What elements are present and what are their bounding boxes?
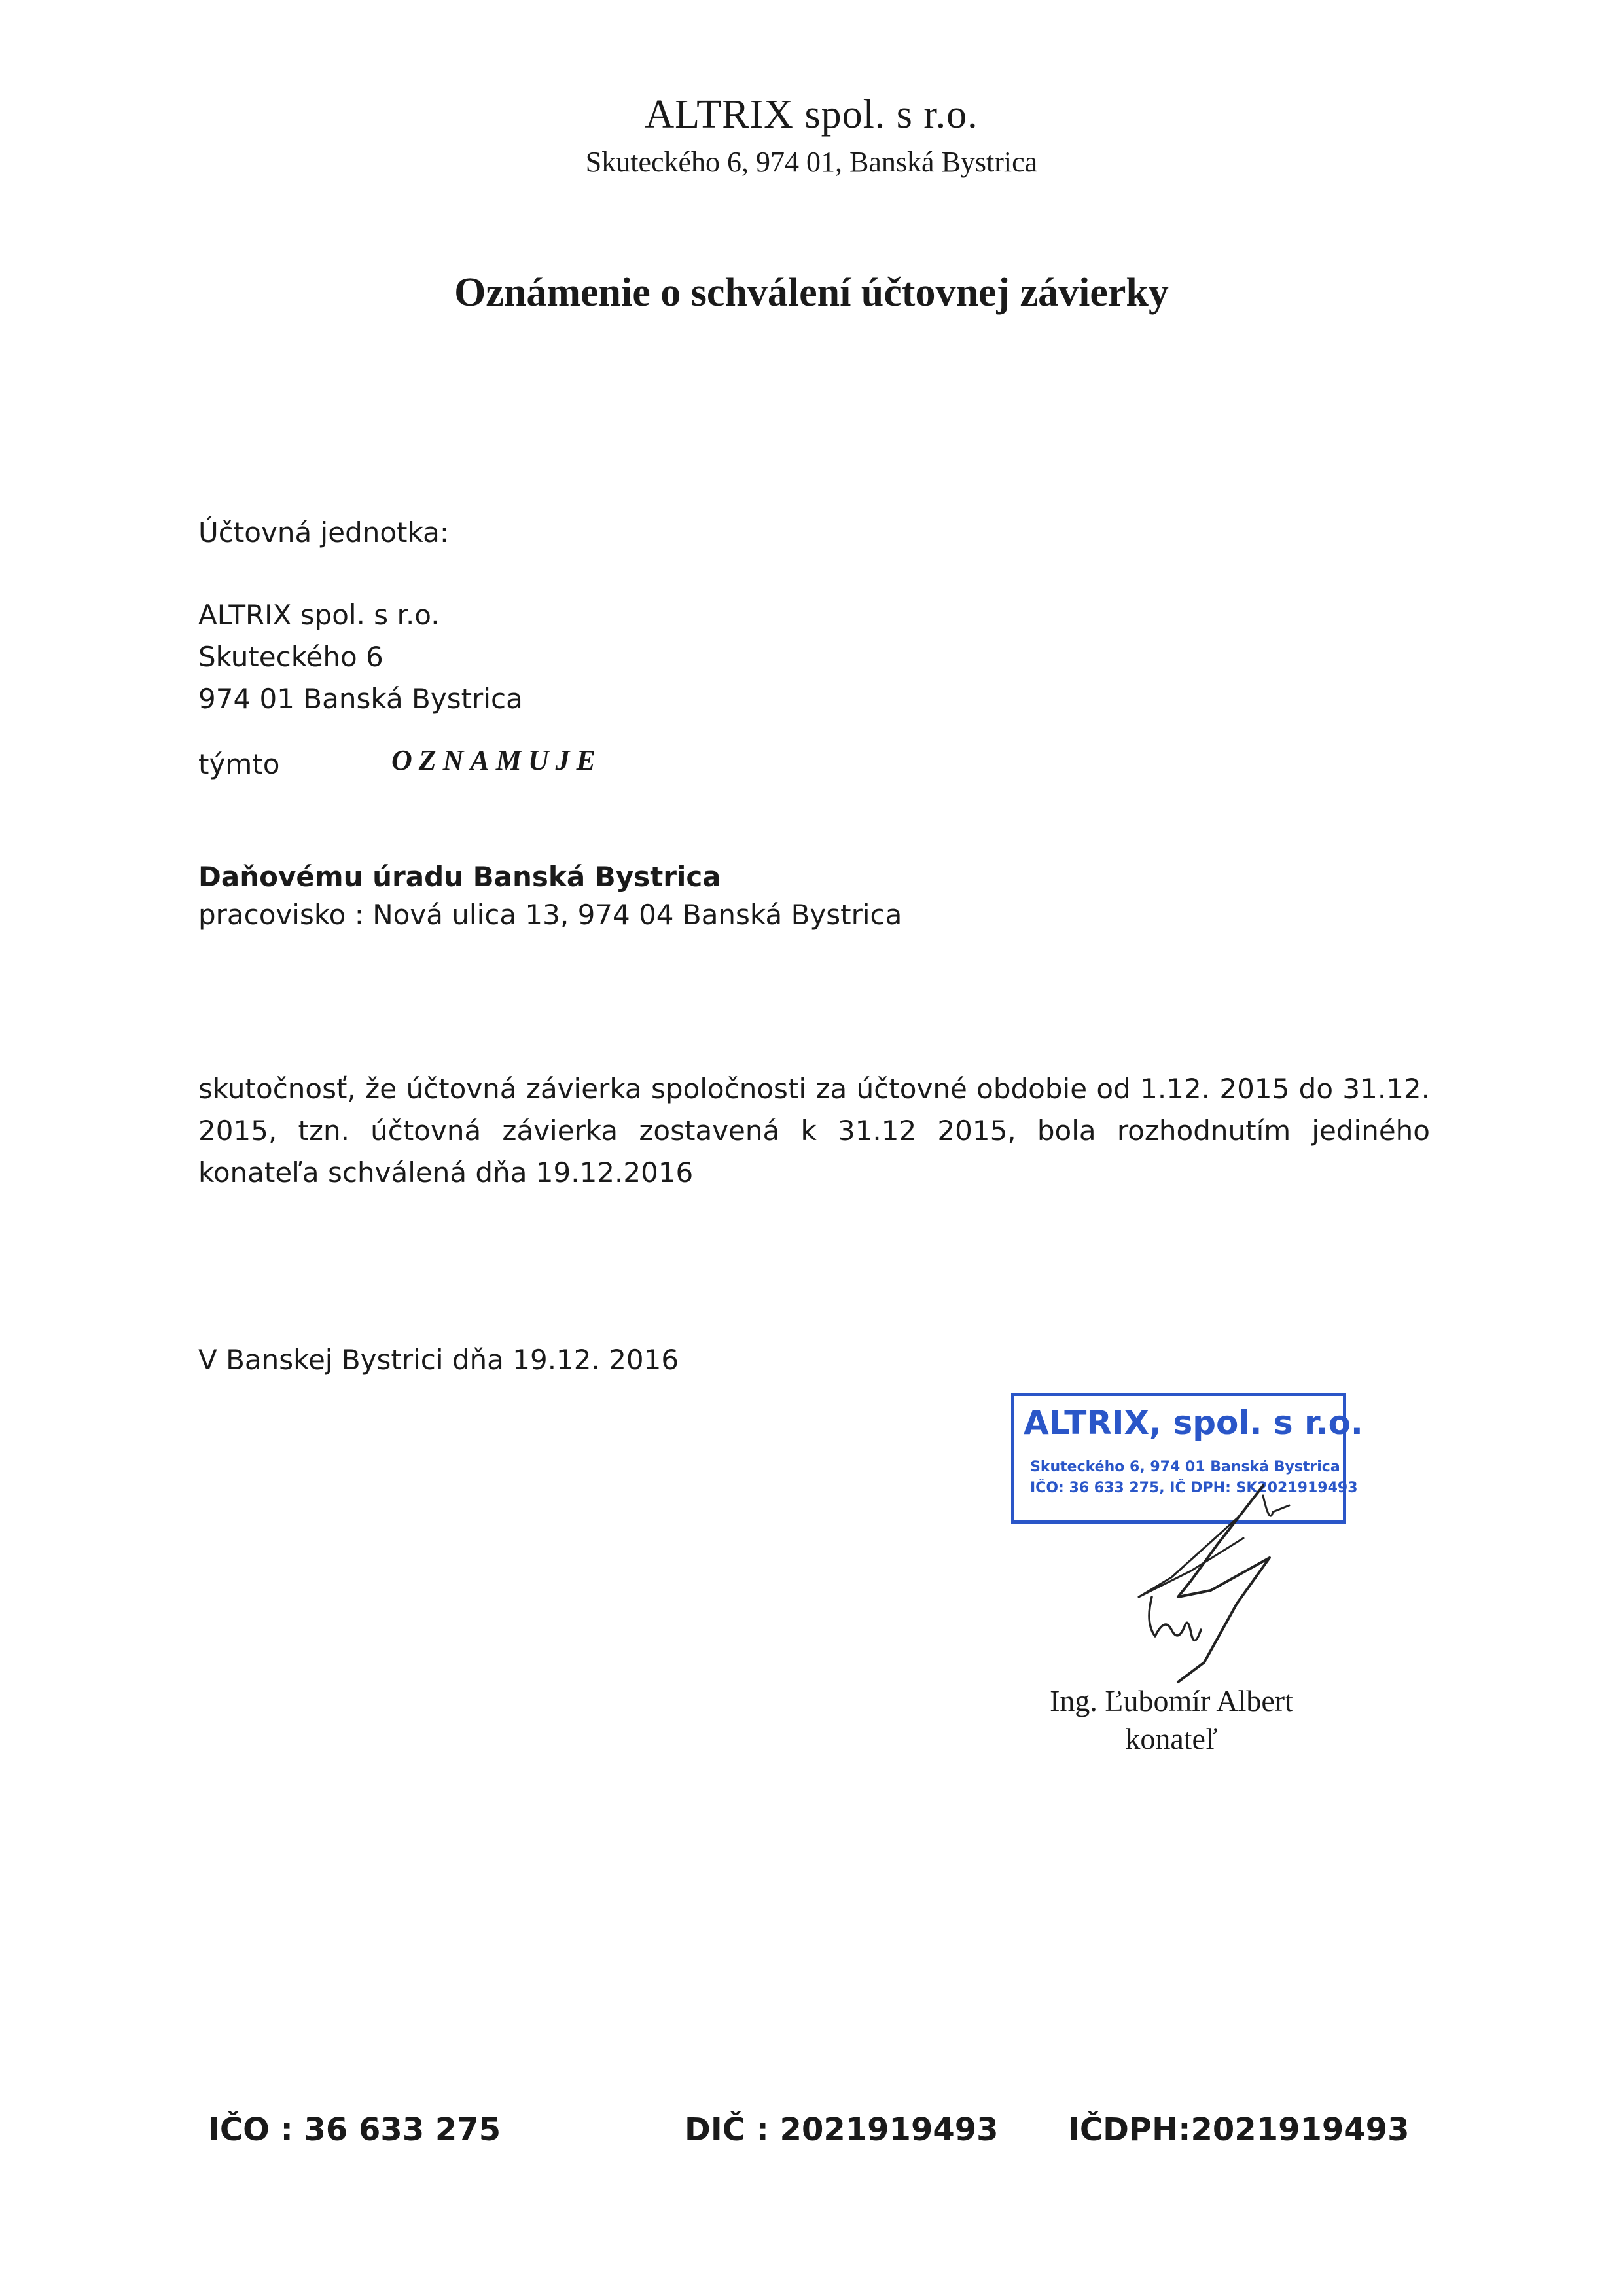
announcement-body: skutočnosť, že účtovná závierka spoločnosti za účtovné obdobie od 1.12. 2015 do 31.12. 2015, tzn. účtovná závierka zostavená k 31.12 2015, bola rozhodnutím jediného konateľa schválená dňa 19.12.2016 (198, 1073, 1430, 1189)
hereby-label: týmto (198, 748, 280, 780)
document-title: Oznámenie o schválení účtovnej závierky (454, 270, 1169, 315)
recipient-office: Daňovému úradu Banská Bystrica (198, 861, 721, 893)
stamp-title: ALTRIX, spol. s r.o. (1024, 1404, 1363, 1442)
footer-ico: IČO : 36 633 275 (208, 2111, 501, 2148)
accounting-unit-address (198, 594, 523, 720)
company-address: Skuteckého 6, 974 01, Banská Bystrica (585, 146, 1038, 178)
accounting-unit-city: 974 01 Banská Bystrica (198, 683, 523, 715)
footer-dic: DIČ : 2021919493 (685, 2111, 999, 2148)
signer-role: konateľ (1125, 1722, 1218, 1755)
signature-image (1073, 1466, 1335, 1689)
stamp-ids: IČO: 36 633 275, IČ DPH: SK2021919493 (1030, 1480, 1358, 1496)
accounting-unit-name: ALTRIX spol. s r.o. (198, 599, 440, 631)
accounting-unit-street: Skuteckého 6 (198, 641, 383, 673)
footer-icdph: IČDPH:2021919493 (1068, 2111, 1410, 2148)
place-date: V Banskej Bystrici dňa 19.12. 2016 (198, 1344, 679, 1376)
company-name: ALTRIX spol. s r.o. (645, 92, 978, 137)
signer-name: Ing. Ľubomír Albert (1050, 1684, 1293, 1717)
recipient-workplace: pracovisko : Nová ulica 13, 974 04 Banská Bystrica (198, 899, 902, 931)
announce-verb: OZNAMUJE (391, 744, 603, 776)
accounting-unit-label: Účtovná jednotka: (198, 516, 449, 548)
stamp-address: Skuteckého 6, 974 01 Banská Bystrica (1030, 1459, 1340, 1475)
